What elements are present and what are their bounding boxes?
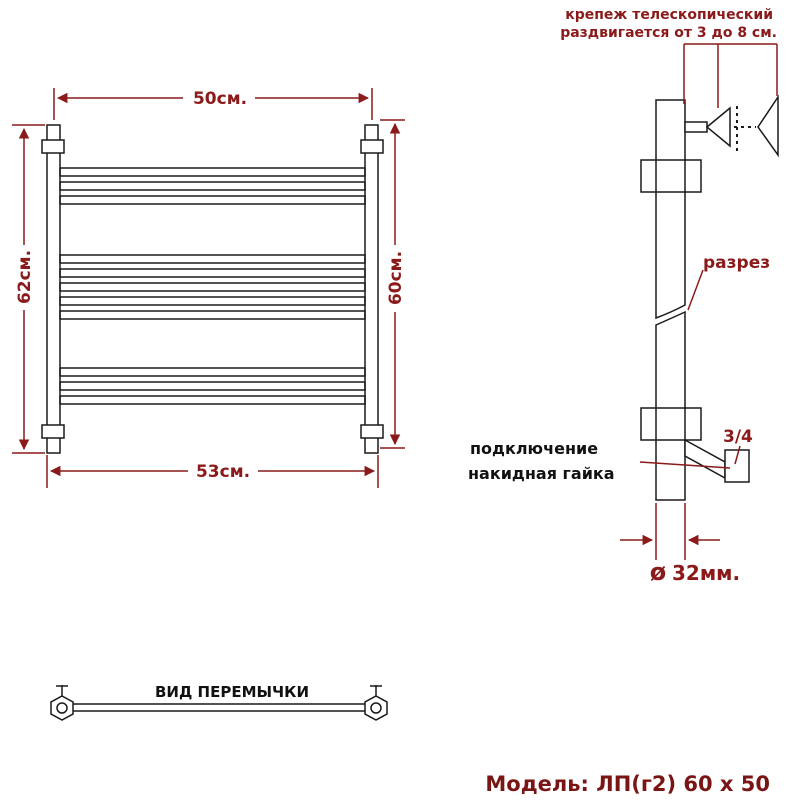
front-view — [42, 125, 383, 453]
thread-label: 3/4 — [723, 427, 753, 447]
connection-line1: подключение — [470, 439, 599, 458]
jumper-title: ВИД ПЕРЕМЫЧКИ — [154, 683, 310, 701]
side-view — [641, 97, 778, 500]
section-leader — [688, 270, 703, 310]
dim-bottom-label: 53см. — [195, 462, 251, 482]
mount-note-line1: крепеж телескопический — [565, 7, 773, 23]
section-label: разрез — [703, 253, 771, 273]
diameter-symbol: ø — [649, 558, 667, 586]
side-lower-nut — [641, 408, 701, 440]
mount-flange-outer — [758, 97, 778, 155]
dim-left-label: 62см. — [15, 249, 35, 305]
side-pipe-lower — [656, 312, 685, 500]
dim-top-label: 50см. — [192, 89, 248, 109]
left-bottom-nut — [42, 425, 64, 438]
right-vertical-pipe — [365, 125, 378, 453]
rung-group-top — [60, 168, 365, 204]
dim-right-label: 60см. — [386, 250, 406, 306]
connection-line2: накидная гайка — [468, 464, 615, 483]
left-top-nut — [42, 140, 64, 153]
mount-note-bracket — [684, 44, 777, 108]
right-top-nut — [361, 140, 383, 153]
outlet-elbow — [685, 440, 725, 478]
rung-group-bottom — [60, 368, 365, 404]
diameter-value: 32мм. — [672, 561, 741, 585]
left-vertical-pipe — [47, 125, 60, 453]
jumper-bar — [70, 704, 372, 711]
model-caption: Модель: ЛП(г2) 60 х 50 — [485, 772, 770, 796]
front-dimensions — [12, 88, 405, 488]
side-pipe-upper — [656, 100, 685, 318]
diameter-dimension — [620, 503, 720, 560]
mount-note-line2: раздвигается от 3 до 8 см. — [560, 25, 777, 41]
side-upper-nut — [641, 160, 701, 192]
mount-flange-inner — [707, 108, 730, 146]
rung-group-middle — [60, 255, 365, 319]
mount-rod — [685, 122, 707, 132]
right-bottom-nut — [361, 425, 383, 438]
mount-dashed-extension — [734, 106, 756, 152]
